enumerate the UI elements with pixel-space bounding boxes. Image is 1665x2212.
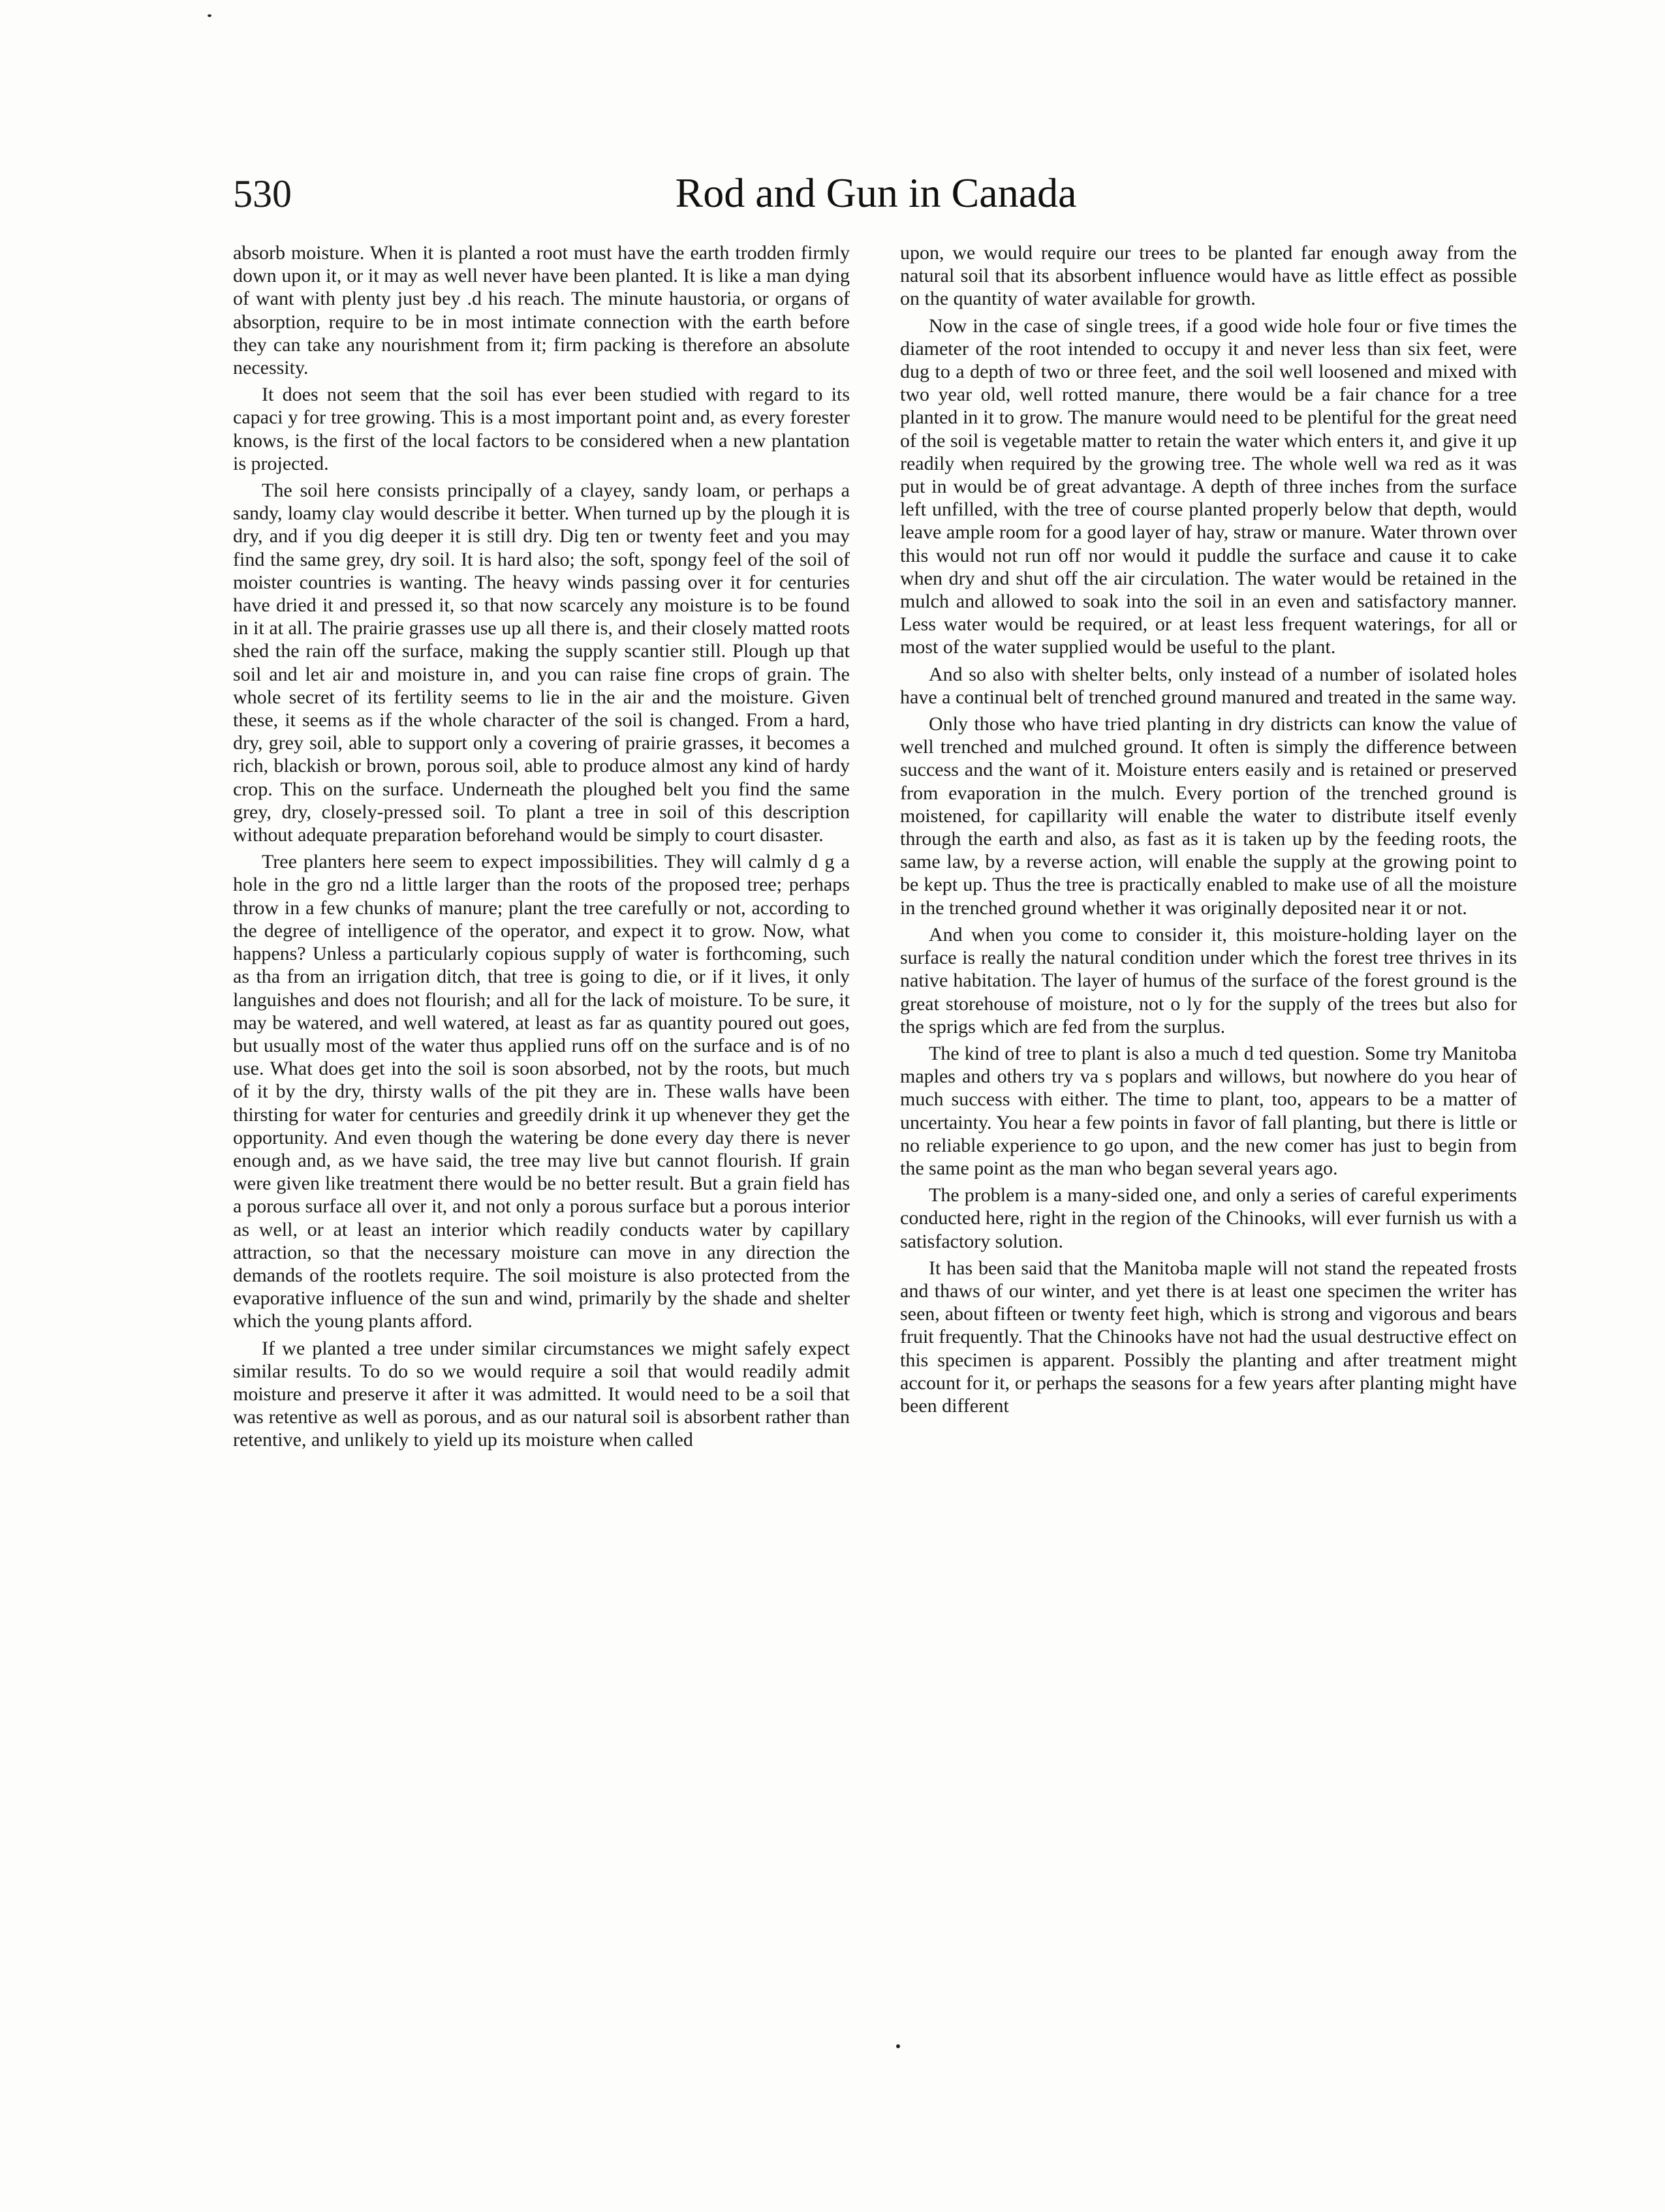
paragraph: And so also with shelter belts, only instead of a number of isolated holes have a continual belt of trenched ground manured and treated in the same way. [900, 663, 1517, 708]
scan-speck [208, 14, 211, 17]
paragraph: upon, we would require our trees to be planted far enough away from the natural soil that its absorbent influence would have as little effect as possible on the quantity of water available for growth. [900, 242, 1517, 310]
paragraph: Only those who have tried planting in dry districts can know the value of well trenched and mulched ground. It often is simply the difference between success and the want of it. Moisture enters easily and is retained or preserved from evaporation in the mulch. Every portion of the trenched ground is moistened, for capillarity will enable the water to distribute itself evenly through the earth and also, as fast as it is taken up by the feeding roots, the same law, by a reverse action, will enable the supply at the growing point to be kept up. Thus the tree is practically enabled to make use of all the moisture in the trenched ground whether it was originally deposited near it or not. [900, 713, 1517, 919]
article-body [233, 241, 1519, 1938]
paragraph: absorb moisture. When it is planted a root must have the earth trodden firmly down upon it, or it may as well never have been planted. It is like a man dying of want with plenty just bey .d his reach. The minute haustoria, or organs of absorption, require to be in most intimate connection with the earth before they can take any nourishment from it; firm packing is therefore an absolute necessity. [233, 242, 850, 379]
paragraph: If we planted a tree under similar circumstances we might safely expect similar results. To do so we would require a soil that would readily admit moisture and preserve it after it was admitted. It would need to be a soil that was retentive as well as porous, and as our natural soil is absorbent rather than retentive, and unlikely to yield up its moisture when called [233, 1337, 850, 1451]
left-column [233, 241, 850, 1456]
paragraph: Now in the case of single trees, if a good wide hole four or five times the diameter of the root intended to occupy it and never less than six feet, were dug to a depth of two or three feet, and the soil well loosened and mixed with two year old, well rotted manure, there would be a fair chance for a tree planted in it to grow. The manure would need to be plentiful for the great need of the soil is vegetable matter to retain the water which enters it, and give it up readily when required by the growing tree. The whole well wa red as it was put in would be of great advantage. A depth of three inches from the surface left unfilled, with the tree of course planted properly below that depth, would leave ample room for a good layer of hay, straw or manure. Water thrown over this would not run off nor would it puddle the surface and cause it to cake when dry and shut off the air circulation. The water would be retained in the mulch and allowed to soak into the soil in an even and satisfactory manner. Less water would be required, or at least less frequent waterings, for all or most of the water supplied would be useful to the plant. [900, 315, 1517, 658]
paragraph: Tree planters here seem to expect impossibilities. They will calmly d g a hole in the gro nd a little larger than the roots of the proposed tree; perhaps throw in a few chunks of manure; plant the tree carefully or not, according to the degree of intelligence of the operator, and expect it to grow. Now, what happens? Unless a particularly copious supply of water is forthcoming, such as tha from an irrigation ditch, that tree is going to die, or if it lives, it only languishes and does not flourish; and all for the lack of moisture. To be sure, it may be watered, and well watered, at least as far as quantity poured out goes, but usually most of the water thus applied runs off on the surface and is of no use. What does get into the soil is soon absorbed, not by the roots, but much of it by the dry, thirsty walls of the pit they are in. These walls have been thirsting for water for centuries and greedily drink it up whenever they get the opportunity. And even though the watering be done every day there is never enough and, as we have said, the tree may live but cannot flourish. If grain were given like treatment there would be no better result. But a grain field has a porous surface all over it, and not only a porous surface but a porous interior as well, or at least an interior which readily conducts water by capillary attraction, so that the necessary moisture can move in any direction the demands of the rootlets require. The soil moisture is also protected from the evaporative influence of the sun and wind, primarily by the shade and shelter which the young plants afford. [233, 851, 850, 1332]
paragraph: And when you come to consider it, this moisture-holding layer on the surface is really the natural condition under which the forest tree thrives in its native habitation. The layer of humus of the surface of the forest ground is the great storehouse of moisture, not o ly for the supply of the trees but also for the sprigs which are fed from the surplus. [900, 923, 1517, 1037]
right-column [900, 241, 1517, 1421]
paragraph: The problem is a many-sided one, and only a series of careful experiments conducted here, right in the region of the Chinooks, will ever furnish us with a satisfactory solution. [900, 1184, 1517, 1252]
running-title: Rod and Gun in Canada [675, 170, 1077, 216]
page-header [233, 171, 1519, 223]
paragraph: The soil here consists principally of a clayey, sandy loam, or perhaps a sandy, loamy clay would describe it better. When turned up by the plough it is dry, and if you dig deeper it is still dry. Dig ten or twenty feet and you may find the same grey, dry soil. It is hard also; the soft, spongy feel of the soil of moister countries is wanting. The heavy winds passing over it for centuries have dried it and pressed it, so that now scarcely any moisture is to be found in it at all. The prairie grasses use up all there is, and their closely matted roots shed the rain off the surface, making the supply scantier still. Plough up that soil and let air and moisture in, and you can raise fine crops of grain. The whole secret of its fertility seems to lie in the air and the moisture. Given these, it seems as if the whole character of the soil is changed. From a hard, dry, grey soil, able to support only a covering of prairie grasses, it becomes a rich, blackish or brown, porous soil, able to produce almost any kind of hardy crop. This on the surface. Underneath the ploughed belt you find the same grey, dry, closely-pressed soil. To plant a tree in soil of this description without adequate preparation beforehand would be simply to court disaster. [233, 480, 850, 846]
page-number: 530 [233, 172, 292, 215]
paragraph: It has been said that the Manitoba maple will not stand the repeated frosts and thaws of our winter, and yet there is at least one specimen the writer has seen, about fifteen or twenty feet high, which is strong and vigorous and bears fruit frequently. That the Chinooks have not had the usual destructive effect on this specimen is apparent. Possibly the planting and after treatment might account for it, or perhaps the seasons for a few years after planting might have been different [900, 1257, 1517, 1417]
paragraph: The kind of tree to plant is also a much d ted question. Some try Manitoba maples and others try va s poplars and willows, but nowhere do you hear of much success with either. The time to plant, too, appears to be a matter of uncertainty. You hear a few points in favor of fall planting, but there is little or no reliable experience to go upon, and the new comer has just to begin from the same point as the man who began several years ago. [900, 1042, 1517, 1179]
paragraph: It does not seem that the soil has ever been studied with regard to its capaci y for tree growing. This is a most important point and, as every forester knows, is the first of the local factors to be considered when a new plantation is projected. [233, 384, 850, 474]
scan-speck [896, 2044, 900, 2048]
